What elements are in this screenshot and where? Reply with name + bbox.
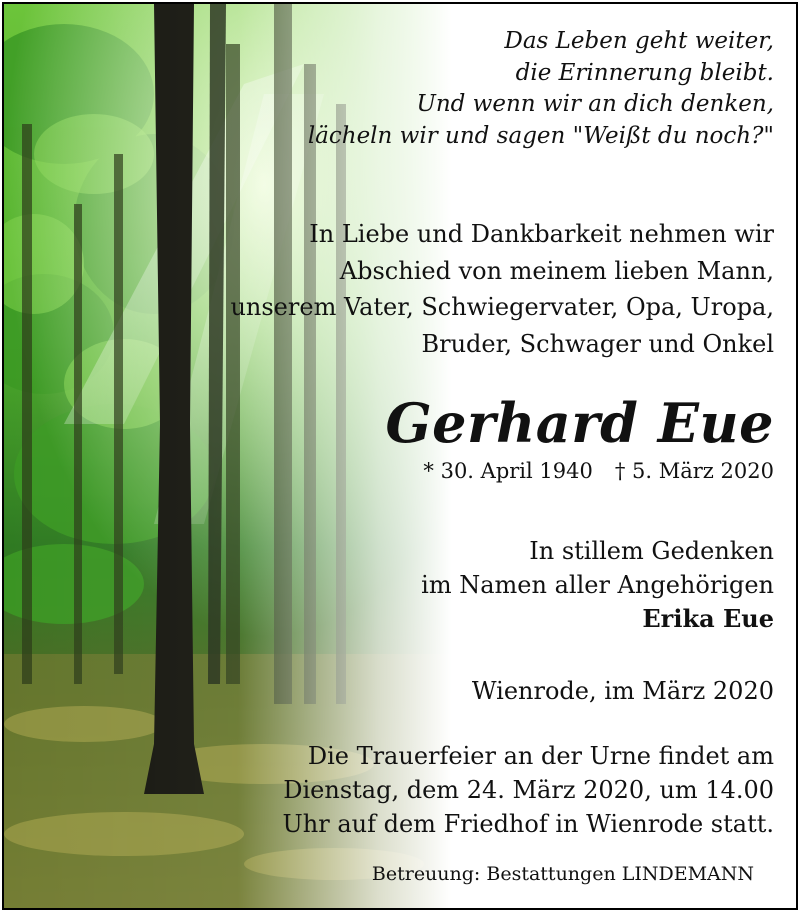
farewell-line: Abschied von meinem lieben Mann, <box>339 256 774 285</box>
funeral-line: Die Trauerfeier an der Urne findet am <box>307 742 774 770</box>
obituary-card <box>2 2 798 910</box>
poem-line: die Erinnerung bleibt. <box>515 59 774 86</box>
funeral-line: Uhr auf dem Friedhof in Wienrode statt. <box>282 810 774 838</box>
deceased-name: Gerhard Eue <box>385 391 774 455</box>
farewell-text <box>230 216 774 362</box>
farewell-line: In Liebe und Dankbarkeit nehmen wir <box>309 220 774 248</box>
poem-line: Das Leben geht weiter, <box>504 28 774 54</box>
mourning-line: im Namen aller Angehörigen <box>421 571 774 599</box>
undertaker-credit: Betreuung: Bestattungen LINDEMANN <box>371 863 754 885</box>
signer-name: Erika Eue <box>642 604 774 633</box>
farewell-line: unserem Vater, Schwiegervater, Opa, Uropa, <box>230 293 774 321</box>
farewell-line: Bruder, Schwager und Onkel <box>421 329 774 358</box>
poem-line: Und wenn wir an dich denken, <box>416 91 774 117</box>
mourning-line: In stillem Gedenken <box>529 537 774 565</box>
funeral-line: Dienstag, dem 24. März 2020, um 14.00 <box>283 776 774 804</box>
place-date: Wienrode, im März 2020 <box>471 677 774 705</box>
mourning-text <box>421 534 774 636</box>
poem <box>308 26 774 152</box>
life-dates <box>423 454 774 488</box>
birth-date: * 30. April 1940 <box>423 459 593 483</box>
poem-line: lächeln wir und sagen "Weißt du noch?" <box>307 122 774 149</box>
funeral-info <box>283 739 774 841</box>
death-date: † 5. März 2020 <box>614 459 774 483</box>
